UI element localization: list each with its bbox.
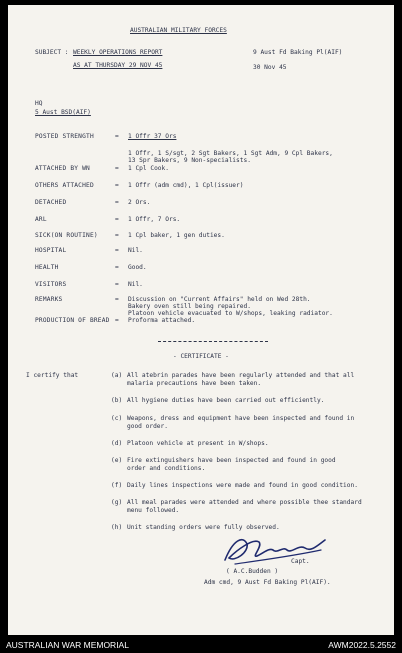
item-text: malaria precautions have been taken.: [127, 380, 262, 387]
subject-label: SUBJECT :: [35, 49, 69, 56]
item-mark: (e): [111, 457, 123, 464]
item-mark: (d): [111, 440, 123, 447]
row-mark: =: [115, 199, 119, 206]
subject-line-2: AS AT THURSDAY 29 NOV 45: [73, 62, 163, 69]
handwritten-signature: [213, 530, 333, 568]
row-value: 1 Offr 37 Ors: [128, 133, 177, 140]
row-mark: =: [115, 216, 119, 223]
row-value: Proforma attached.: [128, 317, 196, 324]
signature-title: Adm cmd, 9 Aust Fd Baking Pl(AIF).: [204, 579, 331, 586]
archive-footer: [0, 636, 402, 653]
row-value: Good.: [128, 264, 147, 271]
row-label: HEALTH: [35, 264, 59, 271]
item-text: Fire extinguishers have been inspected and found in good: [127, 457, 336, 464]
item-text: Unit standing orders were fully observed.: [127, 524, 280, 531]
signature-rank: Capt.: [291, 558, 310, 565]
row-label: SICK(ON ROUTINE): [35, 232, 98, 239]
unit-name: 9 Aust Fd Baking Pl(AIF): [253, 49, 343, 56]
item-text: Daily lines inspections were made and found in good condition.: [127, 482, 358, 489]
row-value: Platoon vehicle evacuated to W/shops, leaking radiator.: [128, 310, 333, 317]
item-mark: (h): [111, 524, 123, 531]
row-label: DETACHED: [35, 199, 67, 206]
row-value: 2 Ors.: [128, 199, 151, 206]
item-mark: (f): [111, 482, 123, 489]
row-detail: 13 Spr Bakers, 9 Non-specialists.: [128, 157, 251, 164]
divider-line: [158, 341, 268, 342]
row-label: PRODUCTION OF BREAD: [35, 317, 110, 324]
archive-name: AUSTRALIAN WAR MEMORIAL: [6, 640, 129, 650]
row-mark: =: [115, 296, 119, 303]
row-label: POSTED STRENGTH: [35, 133, 94, 140]
row-label: ARL: [35, 216, 47, 223]
row-label: VISITORS: [35, 281, 67, 288]
item-text: order and conditions.: [127, 465, 206, 472]
document-title: AUSTRALIAN MILITARY FORCES: [130, 27, 227, 34]
item-text: menu followed.: [127, 507, 180, 514]
row-detail: 1 Offr, 1 S/sgt, 2 Sgt Bakers, 1 Sgt Adm, 9 Cpl Bakers,: [128, 150, 333, 157]
row-mark: =: [115, 247, 119, 254]
item-mark: (b): [111, 397, 123, 404]
row-label: ATTACHED BY WN: [35, 165, 90, 172]
item-text: Weapons, dress and equipment have been inspected and found in: [127, 415, 355, 422]
row-value: Nil.: [128, 247, 143, 254]
report-date: 30 Nov 45: [253, 64, 287, 71]
row-value: 1 Cpl Cook.: [128, 165, 169, 172]
item-text: All atebrin parades have been regularly attended and that all: [127, 372, 355, 379]
row-label: REMARKS: [35, 296, 63, 303]
row-label: OTHERS ATTACHED: [35, 182, 94, 189]
row-label: HOSPITAL: [35, 247, 67, 254]
row-mark: =: [115, 165, 119, 172]
item-text: good order.: [127, 423, 168, 430]
item-text: All meal parades were attended and where possible thee standard: [127, 499, 362, 506]
item-text: All hygiene duties have been carried out efficiently.: [127, 397, 325, 404]
archive-reference: AWM2022.5.2552: [328, 640, 396, 650]
row-value: Discussion on "Current Affairs" held on Wed 28th.: [128, 296, 311, 303]
certificate-intro: I certify that: [26, 372, 79, 379]
row-value: 1 Cpl baker, 1 gen duties.: [128, 232, 225, 239]
row-mark: =: [115, 281, 119, 288]
document-page: [8, 5, 394, 635]
item-mark: (g): [111, 499, 123, 506]
row-mark: =: [115, 133, 119, 140]
row-value: Bakery oven still being repaired.: [128, 303, 251, 310]
row-mark: =: [115, 317, 119, 324]
subject-line-1: WEEKLY OPERATIONS REPORT: [73, 49, 163, 56]
row-mark: =: [115, 182, 119, 189]
row-value: 1 Offr (adm cmd), 1 Cpl(issuer): [128, 182, 244, 189]
item-mark: (c): [111, 415, 123, 422]
row-mark: =: [115, 264, 119, 271]
item-text: Platoon vehicle at present in W/shops.: [127, 440, 269, 447]
row-mark: =: [115, 232, 119, 239]
row-value: 1 Offr, 7 Ors.: [128, 216, 181, 223]
row-value: Nil.: [128, 281, 143, 288]
certificate-heading: - CERTIFICATE -: [173, 353, 229, 360]
signature-name: ( A.C.Budden ): [226, 568, 279, 575]
item-mark: (a): [111, 372, 123, 379]
addressee-line-2: 5 Aust BSD(AIF): [35, 109, 91, 116]
addressee-line-1: HQ: [35, 100, 43, 107]
